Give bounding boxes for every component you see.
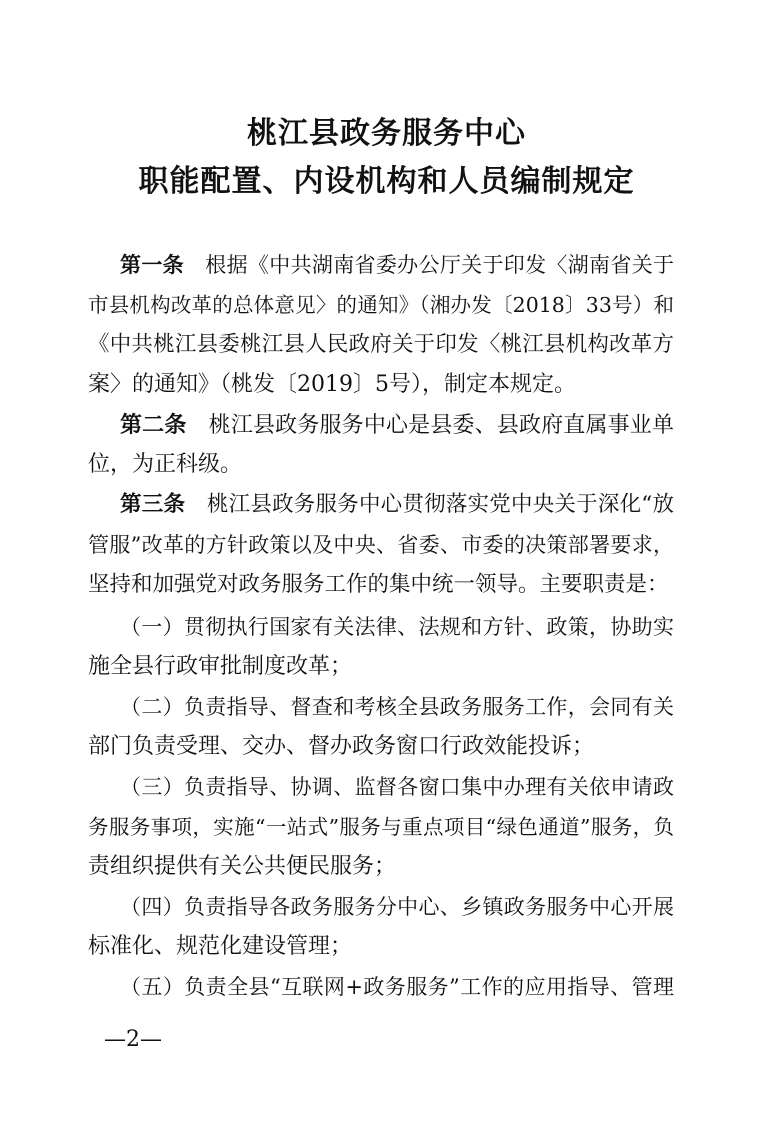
- body-line: [120, 250, 674, 280]
- body-text: 施全县行政审批制度改革；: [88, 654, 353, 679]
- body-text: 桃江县政务服务中心贯彻落实党中央关于深化“放: [206, 492, 674, 517]
- body-line: [88, 652, 674, 682]
- body-text: （三）负责指导、协调、监督各窗口集中办理有关依申请政: [120, 775, 674, 799]
- body-line: [88, 732, 674, 762]
- body-line: [88, 932, 674, 962]
- page-number: —2—: [104, 1027, 162, 1052]
- body-line: [88, 530, 674, 560]
- body-line: [120, 692, 674, 722]
- body-line: [88, 330, 674, 360]
- document-title: 桃江县政务服务中心: [247, 116, 526, 151]
- body-text: （四）负责指导各政务服务分中心、乡镇政务服务中心开展: [120, 895, 674, 919]
- body-text: 桃江县政务服务中心是县委、县政府直属事业单: [208, 413, 674, 438]
- article-number: 第三条: [120, 492, 186, 517]
- body-text: 根据《中共湖南省委办公厅关于印发〈湖南省关于: [205, 253, 675, 277]
- body-text: （五）负责全县“互联网+政务服务”工作的应用指导、管理: [120, 975, 674, 999]
- body-line: [120, 490, 674, 520]
- body-text: （二）负责指导、督查和考核全县政务服务工作，会同有关: [120, 695, 674, 719]
- body-text: 位，为正科级。: [88, 452, 243, 477]
- body-text: 案〉的通知》（桃发〔2019〕5号），制定本规定。: [88, 372, 576, 397]
- body-line: [88, 370, 674, 400]
- body-text: 市县机构改革的总体意见〉的通知》（湘办发〔2018〕33号）和: [88, 293, 674, 317]
- body-line: [88, 290, 674, 320]
- body-line: [88, 570, 674, 600]
- body-text: 管服”改革的方针政策以及中央、省委、市委的决策部署要求，: [88, 533, 674, 557]
- body-text: 坚持和加强党对政务服务工作的集中统一领导。主要职责是：: [88, 572, 669, 597]
- article-number: 第一条: [120, 252, 184, 277]
- body-line: [120, 972, 674, 1002]
- body-line: [120, 772, 674, 802]
- body-text: （一）贯彻执行国家有关法律、法规和方针、政策，协助实: [120, 615, 674, 639]
- body-text: 部门负责受理、交办、督办政务窗口行政效能投诉；: [88, 734, 595, 759]
- body-line: [88, 450, 674, 480]
- document-subtitle: 职能配置、内设机构和人员编制规定: [138, 164, 635, 199]
- body-line: [88, 852, 674, 882]
- body-line: [120, 612, 674, 642]
- body-text: 务服务事项，实施“一站式”服务与重点项目“绿色通道”服务，负: [88, 815, 674, 839]
- body-line: [120, 410, 674, 441]
- body-line: [88, 812, 674, 842]
- article-number: 第二条: [120, 412, 187, 438]
- body-line: [120, 892, 674, 922]
- body-text: 责组织提供有关公共便民服务；: [88, 854, 397, 879]
- body-text: 《中共桃江县委桃江县人民政府关于印发〈桃江县机构改革方: [88, 332, 674, 357]
- body-text: 标准化、规范化建设管理；: [88, 934, 353, 959]
